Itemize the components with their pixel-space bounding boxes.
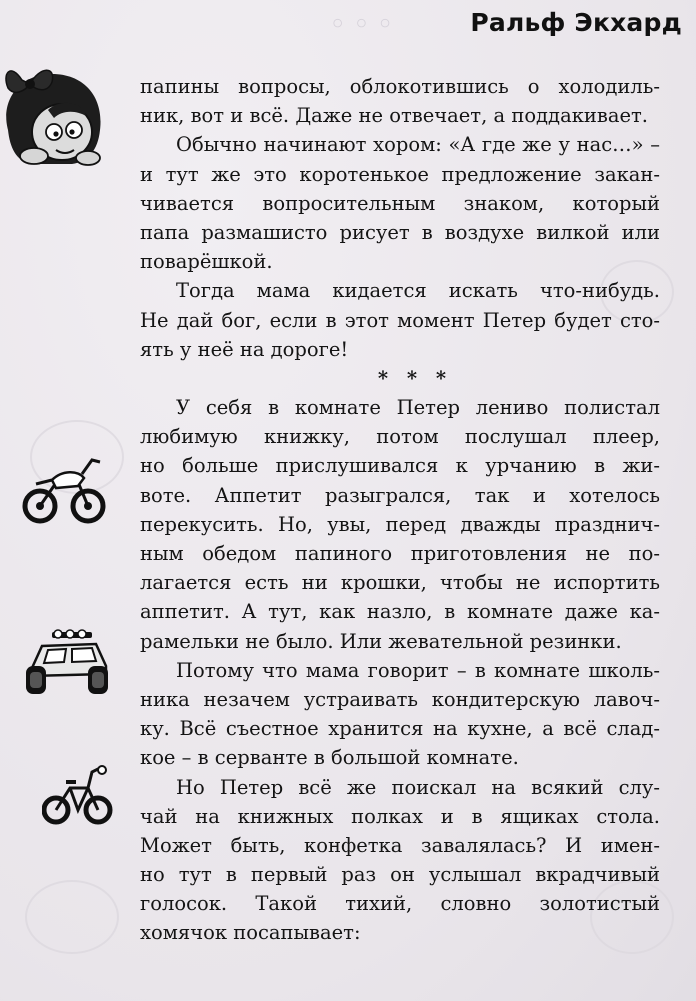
text-line: и тут же это коротенькое предложение закан- [140, 162, 660, 186]
text-line: папа размашисто рисует в воздухе вилкой или [140, 220, 660, 244]
text-line: чай на книжных полках и в ящиках стола. [140, 804, 660, 828]
text-line: Может быть, конфетка завалялась? И имен- [140, 833, 660, 857]
text-line: Не дай бог, если в этот момент Петер будет сто- [140, 308, 660, 332]
body-text [140, 72, 660, 948]
text-line: ника незачем устраивать кондитерскую лавоч- [140, 687, 660, 711]
text-line: но тут в первый раз он услышал вкрадчивый [140, 863, 660, 887]
running-head-author: Ральф Экхард [470, 8, 682, 37]
motorbike-icon [22, 450, 108, 530]
text-line: ник, вот и всё. Даже не отвечает, а поддакивает. [140, 104, 649, 128]
text-line: лагается есть ни крошки, чтобы не испортить [140, 571, 660, 595]
text-line: папины вопросы, облокотившись о холодиль- [140, 75, 660, 98]
text-line: но больше прислушивался к урчанию в жи- [140, 454, 660, 478]
text-line: ку. Всё съестное хранится на кухне, а всё слад- [140, 717, 660, 741]
show-through-header: ◦ ◦ ◦ [330, 10, 393, 38]
toy-truck-icon [22, 628, 112, 698]
text-line: чивается вопросительным знаком, который [140, 191, 660, 215]
text-line: ять у неё на дороге! [140, 337, 349, 361]
text-line: Потому что мама говорит – в комнате школь- [176, 658, 660, 682]
text-line: Тогда мама кидается искать что-нибудь. [176, 279, 660, 303]
text-line: хомячок посапывает: [140, 921, 361, 945]
bicycle-icon [42, 762, 114, 832]
text-line: кое – в серванте в большой комнате. [140, 746, 519, 770]
text-line: Но Петер всё же поискал на всякий слу- [176, 775, 660, 799]
text-line: воте. Аппетит разыгрался, так и хотелось [140, 483, 660, 507]
text-line: голосок. Такой тихий, словно золотистый [140, 892, 660, 916]
text-line: рамельки не было. Или жевательной резинки. [140, 629, 622, 653]
girl-face-icon [0, 60, 110, 170]
text-line: перекусить. Но, увы, перед дважды празднич- [140, 512, 660, 536]
text-line: поварёшкой. [140, 250, 273, 274]
show-through-mark [25, 880, 119, 954]
section-separator: * * * [377, 366, 453, 390]
text-line: аппетит. А тут, как назло, в комнате даже ка- [140, 600, 660, 624]
text-line: У себя в комнате Петер лениво полистал [176, 396, 660, 420]
text-line: ным обедом папиного приготовления не по- [140, 542, 660, 565]
text-line: Обычно начинают хором: «А где же у нас…» – [176, 133, 660, 157]
text-line: любимую книжку, потом послушал плеер, [140, 425, 660, 449]
